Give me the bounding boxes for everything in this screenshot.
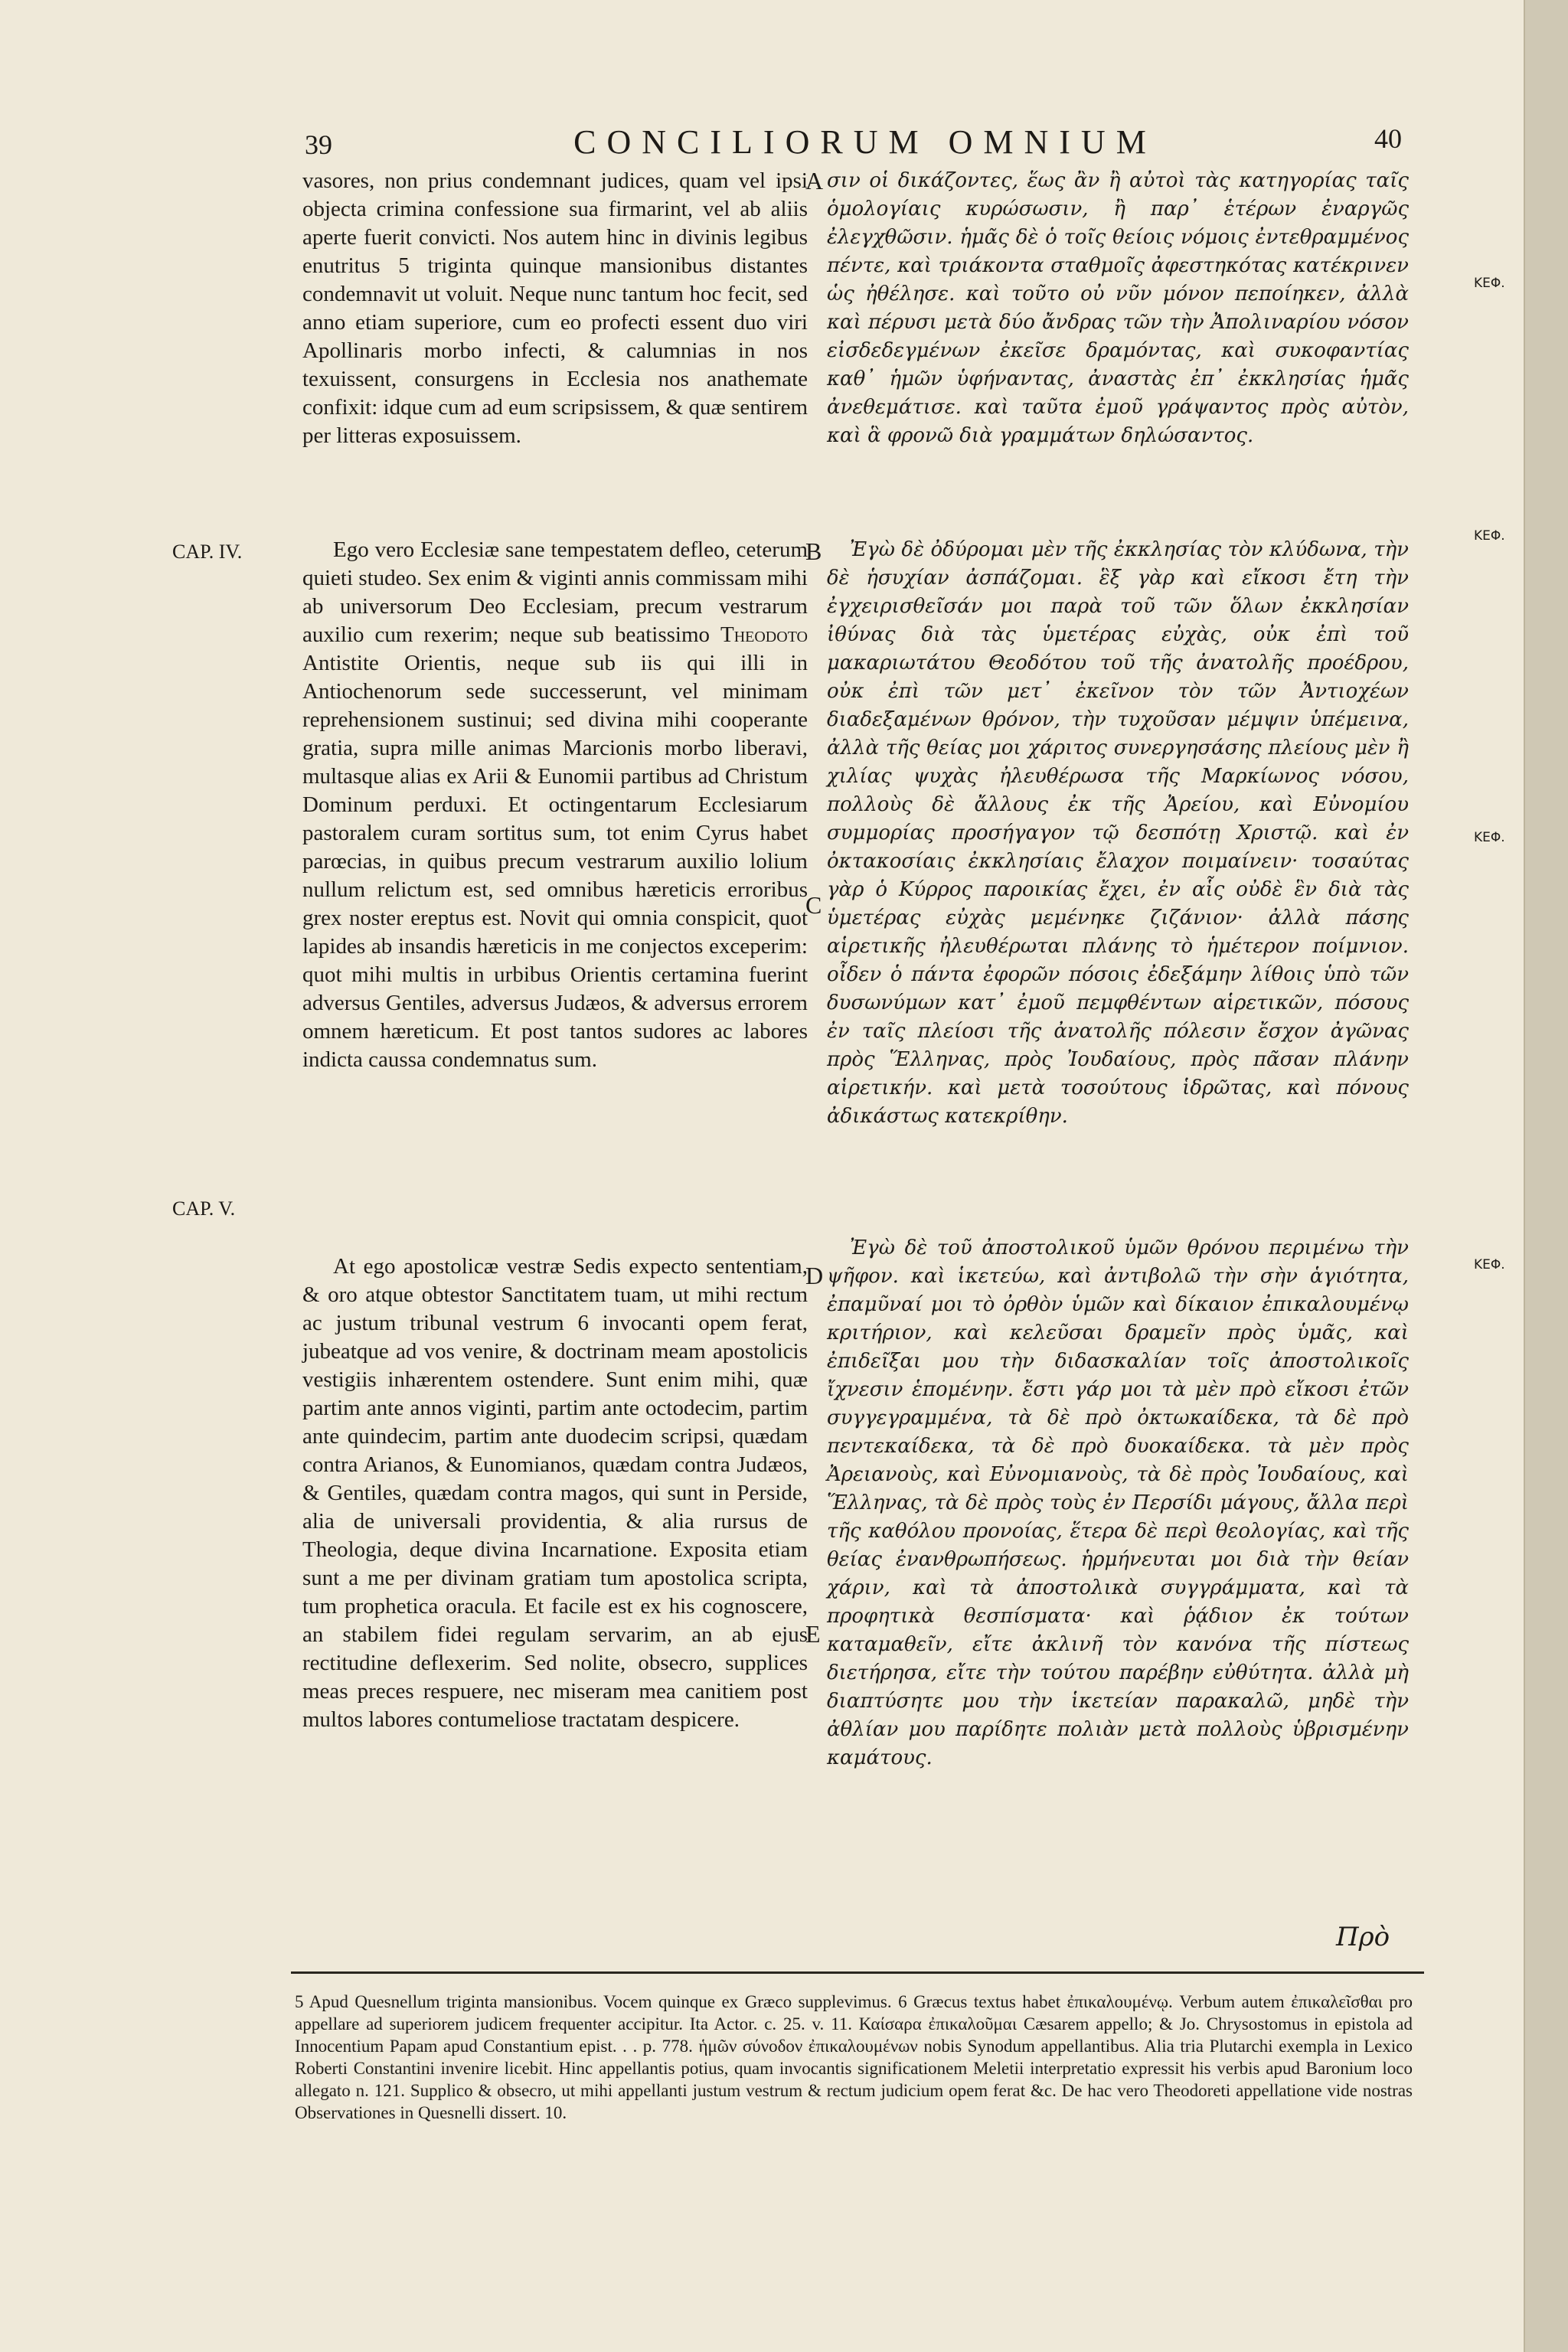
latin-paragraph-3: At ego apostolicæ vestræ Sedis expecto sententiam, & oro atque obtestor Sanctitatem tuam, ut mihi rectum ac justum tribunal vestrum 6 invocanti opem ferat, jubeatque ad vos venire, & doctrinam meam apostolicis vestigiis inhærentem ostendere. Sunt enim mihi, quæ partim ante annos viginti, partim ante octodecim, partim ante quindecim, partim ante duodecim scripsi, quædam contra Arianos, & Eunomianos, quædam contra Judæos, & Gentiles, quædam contra magos, qui sunt in Perside, alia de universali providentia, & alia rursus de Theologia, deque divina Incarnatione. Exposita etiam sunt a me per divinam gratiam tum apostolica scripta, tum prophetica oracula. Et facile est ex his cognoscere, an stabilem fidei regulam servarim, an ab ejus rectitudine deflexerim. Sed nolite, obsecro, supplices meas preces respuere, nec miseram mea canitiem post multos labores contumeliose tractatam despicere.	[302, 1254, 808, 1732]
page-gutter	[1524, 0, 1568, 2352]
footnotes: 5 Apud Quesnellum triginta mansionibus. Vocem quinque ex Græco supplevimus. 6 Græcus textus habet ἐπικαλουμένῳ. Verbum autem ἐπικαλεῖσθαι pro appellare ad superiorem judicem frequenter accipitur. Ita Actor. c. 25. v. 11. Καίσαρα ἐπικαλοῦμαι Cæsarem appello; & Jo. Chrysostomus in epistola ad Innocentium Papam apud Constantium epist. . . p. 778. ἡμῶν σύνοδον ἐπικαλουμένων nobis Synodum appellantibus. Alia tria Plutarchi exempla in Lexico Roberti Constantini invenire licebit. Hinc appellantis potius, quam invocantis significationem Meletii interpretatio expressit his verbis apud Baronium loco allegato n. 121. Supplico & obsecro, ut mihi appellanti justum vestrum & rectum judicium opem ferat &c. De hac vero Theodoreti appellatione vide nostras Observationes in Quesnelli dissert. 10.	[295, 1992, 1413, 2122]
latin-paragraph-2-lead: Ego vero Ecclesiæ sane tempestatem defleo, ceterum quieti studeo. Sex enim & viginti annis commissam mihi ab universorum Deo Ecclesiam, precum vestrarum auxilio cum rexerim; neque sub beatissimo	[302, 537, 808, 647]
greek-block-2	[827, 536, 1409, 1131]
section-mark-d: D	[805, 1262, 824, 1289]
catchword: Πρὸ	[1336, 1922, 1390, 1952]
chapter-label-v: CAP. V.	[172, 1197, 236, 1220]
chapter-label-iv: CAP. IV.	[172, 541, 243, 563]
latin-name-theodoto: Theodoto	[720, 622, 808, 647]
page-number-left: 39	[305, 129, 332, 160]
greek-paragraph-3: Ἐγὼ δὲ τοῦ ἀποστολικοῦ ὑμῶν θρόνου περιμένω τὴν ψῆφον. καὶ ἱκετεύω, καὶ ἀντιβολῶ τὴν σὴν ἁγιότητα, ἐπαμῦναί μοι τὸ ὀρθὸν ὑμῶν καὶ δίκαιον ἐπικαλουμένῳ κριτήριον, καὶ κελεῦσαι δραμεῖν πρὸς ὑμᾶς, καὶ ἐπιδεῖξαι μου τὴν διδασκαλίαν τοῖς ἀποστολικοῖς ἴχνεσιν ἑπομένην. ἔστι γάρ μοι τὰ μὲν πρὸ εἴκοσι ἐτῶν συγγεγραμμένα, τὰ δὲ πρὸ ὀκτωκαίδεκα, τὰ δὲ πρὸ πεντεκαίδεκα, τὰ δὲ πρὸ δυοκαίδεκα. τὰ μὲν πρὸς Ἀρειανοὺς, καὶ Εὐνομιανοὺς, τὰ δὲ πρὸς Ἰουδαίους, καὶ Ἕλληνας, τὰ δὲ πρὸς τοὺς ἐν Περσίδι μάγους, ἄλλα περὶ τῆς καθόλου προνοίας, ἕτερα δὲ περὶ θεολογίας, καὶ τῆς θείας ἐνανθρωπήσεως. ἡρμήνευται μοι διὰ τὴν θείαν χάριν, καὶ τὰ ἀποστολικὰ συγγράμματα, καὶ τὰ προφητικὰ θεσπίσματα· καὶ ῥᾴδιον ἐκ τούτων καταμαθεῖν, εἴτε ἀκλινῆ τὸν κανόνα τῆς πίστεως διετήρησα, εἴτε τὴν τούτου παρέβην εὐθύτητα. ἀλλὰ μὴ διαπτύσητε μου τὴν ἱκετείαν παρακαλῶ, μηδὲ τὴν ἀθλίαν μου παρίδητε πολιὰν μετὰ πολλοὺς ὑβρισμένην καμάτους.	[827, 1236, 1409, 1769]
latin-block-1	[302, 167, 808, 450]
greek-paragraph-1: σιν οἱ δικάζοντες, ἕως ἂν ἢ αὐτοὶ τὰς κατηγορίας ταῖς ὁμολογίαις κυρώσωσιν, ἢ παρ᾽ ἑτέρων ἐναργῶς ἐλεγχθῶσιν. ἡμᾶς δὲ ὁ τοῖς θείοις νόμοις ἐντεθραμμένος πέντε, καὶ τριάκοντα σταθμοῖς ἀφεστηκότας κατέκρινεν ὡς ἠθέλησε. καὶ τοῦτο οὐ νῦν μόνον πεποίηκεν, ἀλλὰ καὶ πέρυσι μετὰ δύο ἄνδρας τῶν τὴν Ἀπολιναρίου νόσον εἰσδεδεγμένων ἐκεῖσε δραμόντας, καὶ συκοφαντίας καθ᾽ ἡμῶν ὑφήναντας, ἀναστὰς ἐπ᾽ ἐκκλησίας ἡμᾶς ἀνεθεμάτισε. καὶ ταῦτα ἐμοῦ γράψαντος πρὸς αὐτὸν, καὶ ἃ φρονῶ διὰ γραμμάτων δηλώσαντος.	[827, 169, 1409, 447]
footnote-rule	[291, 1971, 1424, 1974]
page-number-right: 40	[1374, 123, 1402, 154]
running-title: CONCILIORUM OMNIUM	[573, 123, 1157, 161]
kef-mark-2: ΚΕΦ.	[1474, 528, 1505, 544]
latin-paragraph-1: vasores, non prius condemnant judices, quam vel ipsi objecta crimina confessione sua firmarint, vel ab aliis aperte fuerit convicti. Nos autem hinc in divinis legibus enutritus 5 triginta quinque mansionibus distantes condemnavit ut voluit. Neque nunc tantum hoc fecit, sed anno etiam superiore, cum eo profecti essent duo viri Apollinaris morbo infecti, & calumnias in nos texuissent, consurgens in Ecclesia nos anathemate confixit: idque cum ad eum scripsissem, & quæ sentirem per litteras exposuissem.	[302, 168, 808, 448]
latin-paragraph-2	[302, 536, 808, 1074]
kef-mark-3: ΚΕΦ.	[1474, 830, 1505, 845]
kef-mark-1: ΚΕΦ.	[1474, 276, 1505, 291]
greek-block-1	[827, 167, 1409, 450]
kef-mark-4: ΚΕΦ.	[1474, 1257, 1505, 1272]
greek-paragraph-2: Ἐγὼ δὲ ὀδύρομαι μὲν τῆς ἐκκλησίας τὸν κλύδωνα, τὴν δὲ ἡσυχίαν ἀσπάζομαι. ἓξ γὰρ καὶ εἴκοσι ἔτη τὴν ἐγχειρισθεῖσάν μοι παρὰ τοῦ τῶν ὅλων ἐκκλησίαν ἰθύνας διὰ τὰς ὑμετέρας εὐχὰς, οὐκ ἐπὶ τοῦ μακαριωτάτου Θεοδότου τοῦ τῆς ἀνατολῆς προέδρου, οὐκ ἐπὶ τῶν μετ᾽ ἐκεῖνον τὸν τῶν Ἀντιοχέων διαδεξαμένων θρόνον, τὴν τυχοῦσαν μέμψιν ὑπέμεινα, ἀλλὰ τῆς θείας μοι χάριτος συνεργησάσης πλείους μὲν ἢ χιλίας ψυχὰς ἠλευθέρωσα τῆς Μαρκίωνος νόσου, πολλοὺς δὲ ἄλλους ἐκ τῆς Ἀρείου, καὶ Εὐνομίου συμμορίας προσήγαγον τῷ δεσπότῃ Χριστῷ. καὶ ἐν ὀκτακοσίαις ἐκκλησίαις ἔλαχον ποιμαίνειν· τοσαύτας γὰρ ὁ Κύρρος παροικίας ἔχει, ἐν αἷς οὐδὲ ἓν διὰ τὰς ὑμετέρας εὐχὰς μεμένηκε ζιζάνιον· ἀλλὰ πάσης αἱρετικῆς ἠλευθέρωται πλάνης τὸ ἡμέτερον ποίμνιον. οἶδεν ὁ πάντα ἐφορῶν πόσοις ἐδεξάμην λίθοις ὑπὸ τῶν δυσωνύμων κατ᾽ ἐμοῦ πεμφθέντων αἱρετικῶν, πόσους ἐν ταῖς πλείοσι τῆς ἀνατολῆς πόλεσιν ἔσχον ἀγῶνας πρὸς Ἕλληνας, πρὸς Ἰουδαίους, πρὸς πᾶσαν πλάνην αἱρετικήν. καὶ μετὰ τοσούτους ἱδρῶτας, καὶ πόνους ἀδικάστως κατεκρίθην.	[827, 538, 1409, 1128]
latin-block-3	[302, 1253, 808, 1734]
latin-block-2	[302, 536, 808, 1074]
greek-block-3	[827, 1234, 1409, 1772]
latin-paragraph-2-rest: Antistite Orientis, neque sub iis qui illi in Antiochenorum sede successerunt, vel minimam reprehensionem sustinui; sed divina mihi cooperante gratia, supra mille animas Marcionis morbo liberavi, multasque alias ex Arii & Eunomii partibus ad Christum Dominum perduxi. Et octingentarum Ecclesiarum pastoralem curam sortitus sum, tot enim Cyrus habet parœcias, in quibus precum vestrarum auxilio lolium nullum relictum est, sed omnibus hæreticis erroribus grex noster ereptus est. Novit qui omnia conspicit, quot lapides ab insandis hæreticis in me conjectos exceperim: quot mihi multis in urbibus Orientis certamina fuerint adversus Gentiles, adversus Judæos, & adversus errorem omnem hæreticum. Et post tantos sudores ac labores indicta caussa condemnatus sum.	[302, 651, 808, 1072]
section-mark-b: B	[805, 537, 822, 565]
section-mark-c: C	[805, 891, 822, 919]
section-mark-e: E	[805, 1620, 821, 1648]
section-mark-a: A	[805, 167, 824, 194]
